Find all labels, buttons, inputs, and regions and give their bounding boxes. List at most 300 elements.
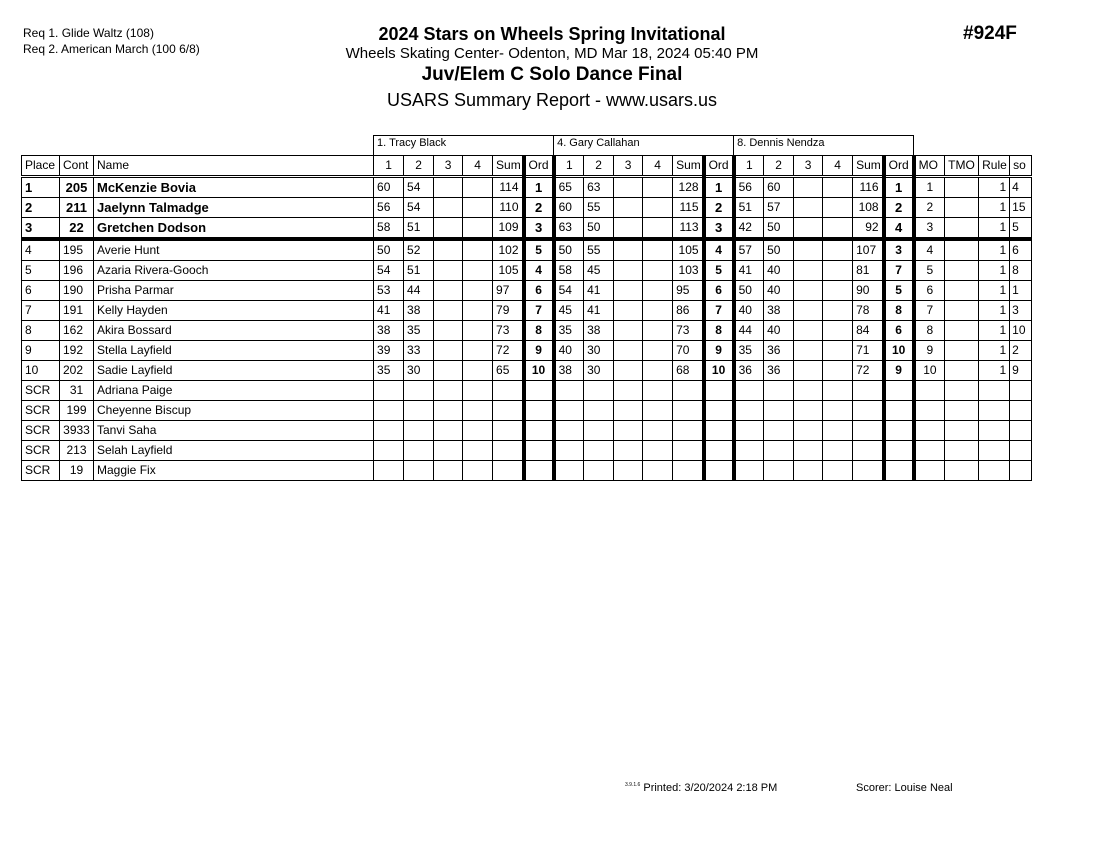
score-cell — [404, 381, 434, 401]
table-row — [22, 361, 1032, 381]
header-judge-col: 4 — [643, 156, 673, 177]
score-cell — [764, 441, 794, 461]
score-cell — [374, 461, 404, 481]
so-cell: 9 — [1010, 361, 1032, 381]
mo-cell — [914, 421, 945, 441]
so-cell — [1010, 421, 1032, 441]
place-cell: 3 — [22, 218, 60, 240]
score-cell — [794, 321, 823, 341]
score-cell — [584, 441, 614, 461]
so-cell: 2 — [1010, 341, 1032, 361]
score-cell — [584, 421, 614, 441]
score-cell — [434, 361, 463, 381]
ordinal-cell: 1 — [704, 177, 734, 198]
score-cell — [614, 198, 643, 218]
header-mo: MO — [914, 156, 945, 177]
score-cell — [794, 301, 823, 321]
tmo-cell — [945, 218, 979, 240]
contestant-number: 202 — [60, 361, 94, 381]
mo-cell: 10 — [914, 361, 945, 381]
score-cell: 50 — [764, 239, 794, 261]
skater-name: McKenzie Bovia — [94, 177, 374, 198]
score-cell: 30 — [584, 341, 614, 361]
contestant-number: 3933 — [60, 421, 94, 441]
skater-name: Tanvi Saha — [94, 421, 374, 441]
score-cell — [463, 341, 493, 361]
score-cell — [614, 218, 643, 240]
printed-timestamp: Printed: 3/20/2024 2:18 PM — [643, 782, 778, 794]
score-cell: 44 — [734, 321, 764, 341]
score-cell — [764, 421, 794, 441]
sum-cell: 107 — [853, 239, 884, 261]
event-title: Juv/Elem C Solo Dance Final — [421, 64, 683, 85]
sum-cell — [853, 381, 884, 401]
header-judge-col: 1 — [554, 156, 584, 177]
score-cell: 38 — [764, 301, 794, 321]
header-judge-col: 1 — [734, 156, 764, 177]
table-row — [22, 301, 1032, 321]
mo-cell: 1 — [914, 177, 945, 198]
tmo-cell — [945, 421, 979, 441]
sum-cell — [673, 461, 704, 481]
header-rule: Rule — [979, 156, 1010, 177]
ordinal-cell: 9 — [704, 341, 734, 361]
score-cell — [463, 301, 493, 321]
sum-cell: 68 — [673, 361, 704, 381]
score-cell — [614, 281, 643, 301]
scorer-info: Scorer: Louise Neal — [856, 782, 953, 794]
score-cell: 51 — [404, 218, 434, 240]
contestant-number: 192 — [60, 341, 94, 361]
score-cell — [643, 441, 673, 461]
place-cell: SCR — [22, 421, 60, 441]
score-cell — [823, 218, 853, 240]
score-cell: 36 — [764, 341, 794, 361]
header-judge-col: Ord — [704, 156, 734, 177]
score-cell: 35 — [374, 361, 404, 381]
place-cell: 8 — [22, 321, 60, 341]
place-cell: 6 — [22, 281, 60, 301]
score-cell — [614, 421, 643, 441]
header-judge-col: 2 — [584, 156, 614, 177]
score-cell: 35 — [734, 341, 764, 361]
score-cell — [794, 401, 823, 421]
score-cell — [614, 341, 643, 361]
score-cell: 50 — [374, 239, 404, 261]
score-cell — [434, 281, 463, 301]
score-cell: 51 — [404, 261, 434, 281]
table-row — [22, 441, 1032, 461]
score-cell — [643, 341, 673, 361]
ordinal-cell: 9 — [884, 361, 914, 381]
score-cell — [823, 401, 853, 421]
ordinal-cell: 2 — [704, 198, 734, 218]
rule-cell: 1 — [979, 261, 1010, 281]
score-cell — [614, 441, 643, 461]
header-tmo: TMO — [945, 156, 979, 177]
tmo-cell — [945, 361, 979, 381]
competition-title: 2024 Stars on Wheels Spring Invitational — [378, 24, 726, 44]
score-cell — [463, 461, 493, 481]
score-cell — [434, 461, 463, 481]
rule-cell: 1 — [979, 239, 1010, 261]
sum-cell: 72 — [853, 361, 884, 381]
score-cell — [463, 261, 493, 281]
ordinal-cell — [704, 421, 734, 441]
score-cell — [434, 239, 463, 261]
ordinal-cell — [524, 421, 554, 441]
score-cell — [554, 381, 584, 401]
score-cell — [404, 461, 434, 481]
score-cell — [404, 421, 434, 441]
score-cell: 42 — [734, 218, 764, 240]
score-cell — [794, 421, 823, 441]
score-cell: 60 — [374, 177, 404, 198]
score-cell: 63 — [584, 177, 614, 198]
table-row — [22, 341, 1032, 361]
so-cell — [1010, 381, 1032, 401]
score-cell — [434, 381, 463, 401]
skater-name: Azaria Rivera-Gooch — [94, 261, 374, 281]
sum-cell: 79 — [493, 301, 524, 321]
judge-header-row — [22, 136, 1032, 156]
ordinal-cell — [704, 461, 734, 481]
sum-cell: 86 — [673, 301, 704, 321]
ordinal-cell: 7 — [524, 301, 554, 321]
sum-cell: 103 — [673, 261, 704, 281]
score-cell — [823, 281, 853, 301]
score-cell — [463, 321, 493, 341]
ordinal-cell: 7 — [704, 301, 734, 321]
header-judge-col: 2 — [764, 156, 794, 177]
ordinal-cell: 3 — [884, 239, 914, 261]
judge-name: 4. Gary Callahan — [554, 136, 734, 156]
table-row — [22, 321, 1032, 341]
sum-cell: 81 — [853, 261, 884, 281]
place-cell: 7 — [22, 301, 60, 321]
score-cell — [463, 239, 493, 261]
score-cell — [794, 341, 823, 361]
ordinal-cell — [524, 441, 554, 461]
score-cell: 35 — [404, 321, 434, 341]
header-place: Place — [22, 156, 60, 177]
score-cell — [434, 177, 463, 198]
sum-cell: 102 — [493, 239, 524, 261]
header-name: Name — [94, 156, 374, 177]
ordinal-cell: 8 — [884, 301, 914, 321]
score-cell — [643, 218, 673, 240]
ordinal-cell: 6 — [884, 321, 914, 341]
mo-cell — [914, 441, 945, 461]
score-cell — [463, 401, 493, 421]
ordinal-cell: 8 — [704, 321, 734, 341]
so-cell — [1010, 401, 1032, 421]
so-cell: 4 — [1010, 177, 1032, 198]
score-cell: 41 — [584, 301, 614, 321]
score-cell: 40 — [764, 261, 794, 281]
so-cell — [1010, 441, 1032, 461]
score-cell — [794, 177, 823, 198]
table-row — [22, 218, 1032, 240]
place-cell: 9 — [22, 341, 60, 361]
score-cell — [463, 177, 493, 198]
score-cell — [764, 461, 794, 481]
ordinal-cell: 4 — [524, 261, 554, 281]
score-cell — [794, 281, 823, 301]
score-cell: 41 — [734, 261, 764, 281]
score-cell: 45 — [554, 301, 584, 321]
header-judge-col: 3 — [794, 156, 823, 177]
score-cell: 57 — [734, 239, 764, 261]
skater-name: Maggie Fix — [94, 461, 374, 481]
mo-cell: 2 — [914, 198, 945, 218]
score-cell: 51 — [734, 198, 764, 218]
score-cell — [463, 441, 493, 461]
score-cell — [434, 401, 463, 421]
header-judge-col: 2 — [404, 156, 434, 177]
ordinal-cell: 3 — [524, 218, 554, 240]
score-cell: 54 — [554, 281, 584, 301]
score-cell — [794, 261, 823, 281]
table-row — [22, 177, 1032, 198]
so-cell: 5 — [1010, 218, 1032, 240]
score-cell — [823, 301, 853, 321]
sum-cell — [493, 421, 524, 441]
score-cell — [794, 218, 823, 240]
spacer — [914, 136, 1032, 156]
ordinal-cell: 10 — [704, 361, 734, 381]
score-cell: 35 — [554, 321, 584, 341]
contestant-number: 191 — [60, 301, 94, 321]
score-cell — [643, 361, 673, 381]
so-cell: 3 — [1010, 301, 1032, 321]
mo-cell — [914, 401, 945, 421]
sum-cell — [673, 381, 704, 401]
score-cell — [614, 239, 643, 261]
score-cell — [794, 381, 823, 401]
score-cell — [643, 281, 673, 301]
sum-cell: 113 — [673, 218, 704, 240]
tmo-cell — [945, 239, 979, 261]
so-cell: 8 — [1010, 261, 1032, 281]
rule-cell: 1 — [979, 177, 1010, 198]
rule-cell — [979, 401, 1010, 421]
score-cell: 36 — [734, 361, 764, 381]
score-cell — [374, 401, 404, 421]
tmo-cell — [945, 281, 979, 301]
score-cell — [794, 441, 823, 461]
tmo-cell — [945, 321, 979, 341]
score-cell — [434, 321, 463, 341]
ordinal-cell: 1 — [884, 177, 914, 198]
sum-cell — [853, 401, 884, 421]
score-cell: 30 — [404, 361, 434, 381]
score-cell — [764, 401, 794, 421]
so-cell — [1010, 461, 1032, 481]
score-cell: 60 — [764, 177, 794, 198]
score-cell: 38 — [374, 321, 404, 341]
place-cell: 5 — [22, 261, 60, 281]
score-cell: 36 — [764, 361, 794, 381]
sum-cell — [853, 461, 884, 481]
results-table — [21, 135, 1032, 481]
ordinal-cell: 10 — [884, 341, 914, 361]
score-cell: 39 — [374, 341, 404, 361]
score-cell — [764, 381, 794, 401]
table-row — [22, 239, 1032, 261]
score-cell — [794, 198, 823, 218]
score-cell — [463, 198, 493, 218]
sum-cell: 105 — [493, 261, 524, 281]
tmo-cell — [945, 261, 979, 281]
score-cell — [434, 218, 463, 240]
score-cell: 40 — [734, 301, 764, 321]
score-cell: 38 — [554, 361, 584, 381]
score-cell — [823, 239, 853, 261]
sum-cell: 97 — [493, 281, 524, 301]
place-cell: 4 — [22, 239, 60, 261]
score-cell — [823, 441, 853, 461]
mo-cell: 8 — [914, 321, 945, 341]
version-stamp: 3.9.1.6 — [625, 782, 641, 788]
score-cell — [463, 281, 493, 301]
score-cell — [614, 301, 643, 321]
score-cell: 56 — [374, 198, 404, 218]
score-cell: 41 — [374, 301, 404, 321]
table-row — [22, 281, 1032, 301]
judge-name: 1. Tracy Black — [374, 136, 554, 156]
rule-cell: 1 — [979, 361, 1010, 381]
score-cell: 41 — [584, 281, 614, 301]
score-cell: 63 — [554, 218, 584, 240]
contestant-number: 199 — [60, 401, 94, 421]
ordinal-cell — [884, 421, 914, 441]
tmo-cell — [945, 301, 979, 321]
score-cell — [463, 218, 493, 240]
ordinal-cell — [884, 441, 914, 461]
score-cell — [434, 341, 463, 361]
mo-cell: 7 — [914, 301, 945, 321]
sum-cell: 116 — [853, 177, 884, 198]
score-cell — [554, 421, 584, 441]
score-cell — [614, 461, 643, 481]
score-cell — [823, 177, 853, 198]
score-cell — [463, 421, 493, 441]
sum-cell: 128 — [673, 177, 704, 198]
so-cell: 15 — [1010, 198, 1032, 218]
sum-cell: 110 — [493, 198, 524, 218]
score-cell — [734, 421, 764, 441]
score-cell — [614, 361, 643, 381]
header-judge-col: Sum — [493, 156, 524, 177]
place-cell: 10 — [22, 361, 60, 381]
header-judge-col: 3 — [434, 156, 463, 177]
tmo-cell — [945, 198, 979, 218]
sum-cell — [493, 461, 524, 481]
contestant-number: 31 — [60, 381, 94, 401]
place-cell: SCR — [22, 381, 60, 401]
header-judge-col: Ord — [884, 156, 914, 177]
tmo-cell — [945, 381, 979, 401]
ordinal-cell: 10 — [524, 361, 554, 381]
score-cell — [434, 261, 463, 281]
ordinal-cell — [524, 461, 554, 481]
score-cell — [734, 381, 764, 401]
header-cont: Cont — [60, 156, 94, 177]
ordinal-cell — [884, 401, 914, 421]
place-cell: 2 — [22, 198, 60, 218]
requirements — [23, 25, 200, 57]
score-cell: 40 — [764, 321, 794, 341]
skater-name: Kelly Hayden — [94, 301, 374, 321]
sum-cell — [673, 421, 704, 441]
contestant-number: 213 — [60, 441, 94, 461]
score-cell — [614, 381, 643, 401]
sum-cell: 108 — [853, 198, 884, 218]
so-cell: 1 — [1010, 281, 1032, 301]
event-number: #924F — [963, 23, 1017, 44]
score-cell: 40 — [764, 281, 794, 301]
score-cell — [434, 441, 463, 461]
score-cell: 52 — [404, 239, 434, 261]
contestant-number: 19 — [60, 461, 94, 481]
mo-cell — [914, 381, 945, 401]
ordinal-cell — [704, 401, 734, 421]
sum-cell: 105 — [673, 239, 704, 261]
header-judge-col: 4 — [823, 156, 853, 177]
score-cell — [794, 239, 823, 261]
venue-line: Wheels Skating Center- Odenton, MD Mar 18, 2024 05:40 PM — [345, 45, 759, 62]
ordinal-cell: 5 — [884, 281, 914, 301]
score-cell — [823, 421, 853, 441]
tmo-cell — [945, 441, 979, 461]
mo-cell: 4 — [914, 239, 945, 261]
rule-cell — [979, 381, 1010, 401]
score-cell: 65 — [554, 177, 584, 198]
sum-cell: 114 — [493, 177, 524, 198]
sum-cell: 109 — [493, 218, 524, 240]
header-judge-col: 3 — [614, 156, 643, 177]
score-cell — [643, 239, 673, 261]
ordinal-cell: 9 — [524, 341, 554, 361]
mo-cell: 5 — [914, 261, 945, 281]
score-cell — [584, 381, 614, 401]
score-cell: 55 — [584, 198, 614, 218]
column-header-row — [22, 156, 1032, 177]
score-cell: 50 — [584, 218, 614, 240]
score-cell — [554, 441, 584, 461]
score-cell: 58 — [554, 261, 584, 281]
mo-cell — [914, 461, 945, 481]
score-cell — [823, 381, 853, 401]
table-row — [22, 261, 1032, 281]
score-cell — [614, 177, 643, 198]
requirement-1: Req 1. Glide Waltz (108) — [23, 26, 154, 40]
score-cell: 50 — [764, 218, 794, 240]
score-cell — [434, 198, 463, 218]
score-cell — [643, 177, 673, 198]
sum-cell — [493, 381, 524, 401]
sum-cell: 72 — [493, 341, 524, 361]
ordinal-cell — [524, 401, 554, 421]
contestant-number: 190 — [60, 281, 94, 301]
score-cell — [643, 321, 673, 341]
score-cell — [374, 441, 404, 461]
tmo-cell — [945, 177, 979, 198]
sum-cell: 65 — [493, 361, 524, 381]
sum-cell — [493, 401, 524, 421]
score-cell — [434, 301, 463, 321]
